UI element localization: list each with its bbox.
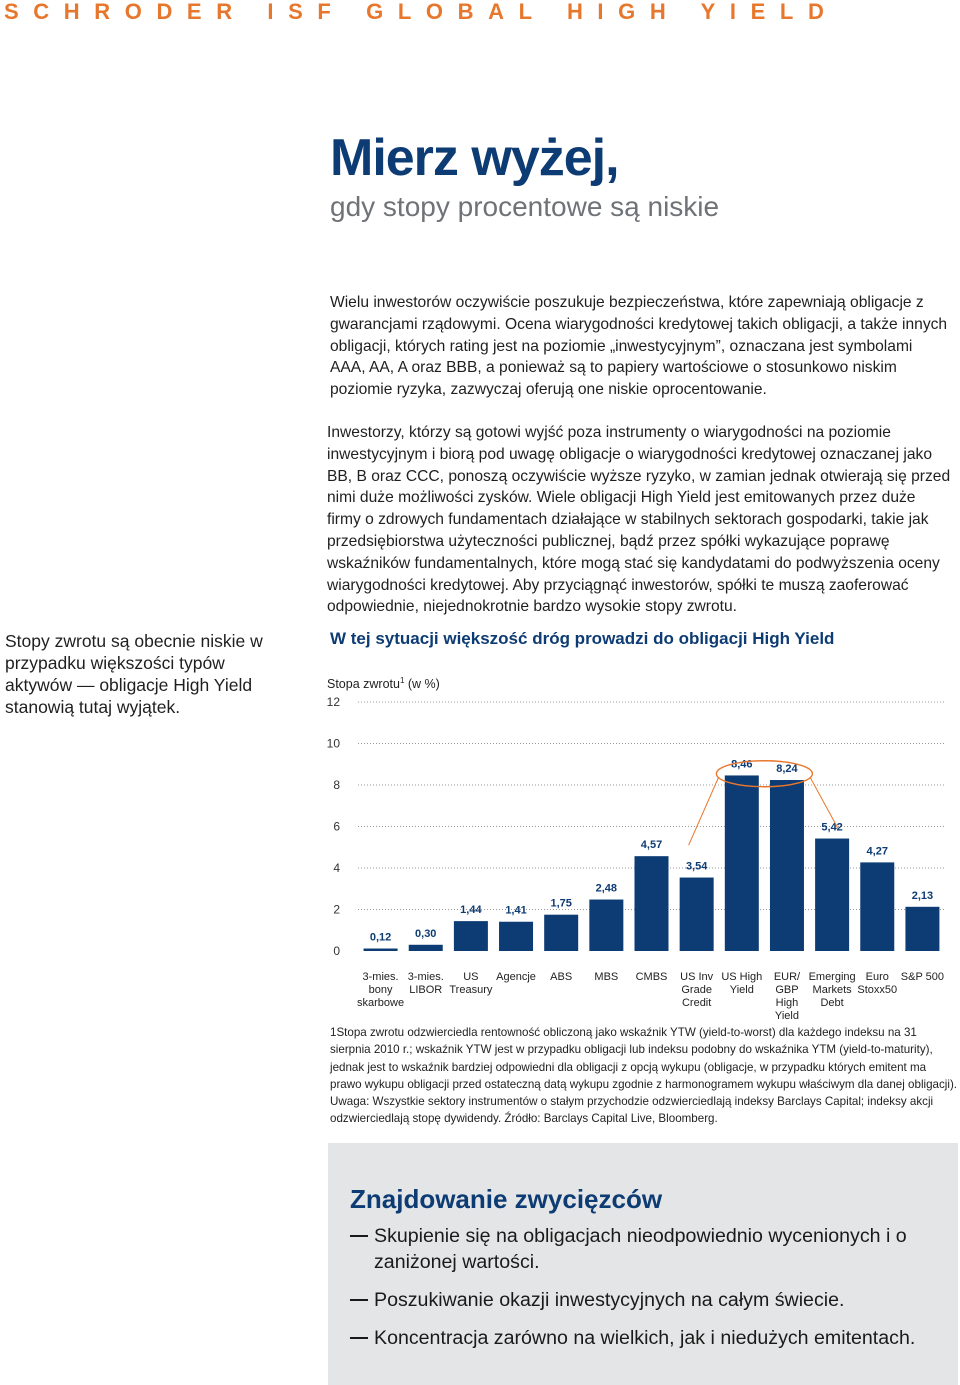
x-category-label: EUR/ <box>773 971 801 983</box>
highlight-ellipse <box>716 761 812 787</box>
y-tick-label: 2 <box>333 902 340 917</box>
y-tick-label: 4 <box>333 861 340 875</box>
brand-header: SCHRODER ISF GLOBAL HIGH YIELD <box>4 0 839 24</box>
bar-value-label: 1,75 <box>550 897 572 910</box>
bar-value-label: 4,27 <box>866 845 888 858</box>
x-category-label: Euro <box>865 971 889 983</box>
x-category-label: GBP <box>775 984 799 996</box>
body-paragraph: Inwestorzy, którzy są gotowi wyjść poza instrumenty o wiarygodności na poziomie inwestycyjnym i biorą pod uwagę obligacje o wiarygodności kredytowej oznaczanej jako BB, B oraz CCC, ponoszą oczywiście wyższe ryzyko, w zamian jednak otwierają się przed nimi duże możliwości zysków. Wiele obligacji High Yield jest emitowanych przez duże firmy o zdrowych fundamentach działające w stabilnych sektorach gospodarki, takie jak przedsiębiorstwa użyteczności publicznej, bądź przez spółki wykazujące poprawę wskaźników fundamentalnych, które mogą stać się kandydatami do podwyższenia oceny wiarygodności kredytowej. Aby przyciągnąć inwestorów, spółki te muszą zaoferować odpowiednie, niejednokrotnie bardzo wysokie stopy zwrotu. <box>327 424 951 616</box>
bar <box>499 922 533 951</box>
x-category-label: High <box>775 997 799 1009</box>
x-category-label: Yield <box>729 984 754 996</box>
dash-bullet-icon <box>350 1337 368 1339</box>
bar-value-label: 2,13 <box>911 889 934 902</box>
highlight-arrow-line <box>689 778 719 845</box>
highlights-item <box>328 1287 958 1313</box>
highlights-title: Znajdowanie zwycięzców <box>350 1184 663 1214</box>
bar <box>589 900 623 951</box>
x-category-label: Stoxx50 <box>857 984 898 996</box>
bar <box>815 839 849 951</box>
highlights-item <box>328 1223 958 1275</box>
bar-value-label: 2,48 <box>595 882 618 895</box>
bar-value-label: 0,12 <box>369 931 392 944</box>
bar <box>409 945 443 951</box>
y-tick-label: 12 <box>326 695 340 709</box>
bar-value-label: 5,42 <box>821 821 843 834</box>
bar-value-label: 1,41 <box>505 904 527 917</box>
bar <box>770 780 804 951</box>
x-category-label: Debt <box>820 997 844 1009</box>
bar <box>860 862 894 951</box>
dash-bullet-icon <box>350 1299 368 1301</box>
bar <box>680 878 714 951</box>
x-category-label: skarbowe <box>357 997 405 1009</box>
x-category-label: Yield <box>774 1010 799 1020</box>
x-category-label: Agencje <box>496 971 536 983</box>
side-note: Stopy zwrotu są obecnie niskie w przypadku większości typów aktywów — obligacje High Yield stanowią tutaj wyjątek. <box>5 631 263 717</box>
yield-bar-chart <box>300 680 960 1020</box>
bar-value-label: 3,54 <box>685 860 708 873</box>
bar <box>364 949 398 951</box>
highlights-item <box>328 1325 958 1351</box>
bar-value-label: 8,46 <box>731 758 753 771</box>
x-category-label: Credit <box>681 997 712 1009</box>
y-axis-label-footnote-mark: 1 <box>399 676 405 685</box>
highlights-item-text: Koncentracja zarówno na wielkich, jak i niedużych emitentach. <box>374 1327 916 1349</box>
y-axis-label-text: Stopa zwrotu <box>327 677 400 692</box>
highlights-item-text: Poszukiwanie okazji inwestycyjnych na całym świecie. <box>374 1289 845 1311</box>
x-category-label: US <box>463 971 479 983</box>
y-axis-label-unit: (w %) <box>404 677 440 692</box>
bar <box>544 915 578 951</box>
x-category-label: US High <box>721 971 763 983</box>
x-category-label: LIBOR <box>409 984 443 996</box>
x-category-label: Grade <box>681 984 712 996</box>
y-tick-label: 6 <box>333 819 340 834</box>
x-category-label: Markets <box>812 984 852 996</box>
highlights-list <box>328 1223 958 1363</box>
x-category-label: MBS <box>594 971 619 983</box>
x-category-label: S&P 500 <box>900 971 945 983</box>
page-subtitle: gdy stopy procentowe są niskie <box>330 191 720 222</box>
highlights-box <box>328 1143 958 1385</box>
x-category-label: CMBS <box>635 971 668 983</box>
highlights-item-text: Skupienie się na obligacjach nieodpowiednio wycenionych i o zaniżonej wartości. <box>374 1225 907 1273</box>
bar <box>454 921 488 951</box>
x-category-label: 3-mies. <box>362 971 399 983</box>
bar-value-label: 1,44 <box>460 904 482 917</box>
x-category-label: ABS <box>550 971 573 983</box>
dash-bullet-icon <box>350 1235 368 1237</box>
bar-value-label: 8,24 <box>776 763 798 776</box>
chart-footnote: 1Stopa zwrotu odzwierciedla rentowność obliczoną jako wskaźnik YTW (yield-to-worst) dla każdego indeksu na 31 sierpnia 2010 r.; wskaźnik YTW jest w przypadku obligacji lub indeksu podobny do wskaźnika YTM (yield-to-maturity), jednak jest to wskaźnik bardziej odpowiedni dla obligacji z opcją wykupu (obligacje, w przypadku których emitent ma prawo wykupu obligacji przed ostateczną datą wykupu zgodnie z harmonogramem wykupu właściwym dla danej obligacji). Uwaga: Wszystkie sektory instrumentów o stałym przychodzie odzwierciedlają indeksy Barclays Capital; indeksy akcji odzwierciedlają stopę dywidendy. Źródło: Barclays Capital Live, Bloomberg. <box>330 1026 958 1126</box>
y-tick-label: 0 <box>333 944 340 958</box>
bar <box>905 907 939 951</box>
x-category-label: Treasury <box>449 984 493 996</box>
page-title: Mierz wyżej, <box>330 129 619 187</box>
y-tick-label: 8 <box>333 778 340 792</box>
bar <box>725 775 759 951</box>
bar <box>635 856 669 951</box>
x-category-label: bony <box>368 984 393 996</box>
x-category-label: US Inv <box>680 971 714 983</box>
y-tick-label: 10 <box>326 736 340 751</box>
x-category-label: 3-mies. <box>407 971 444 983</box>
bar-value-label: 0,30 <box>415 927 437 940</box>
x-category-label: Emerging <box>808 971 856 983</box>
bar-value-label: 4,57 <box>640 839 663 852</box>
intro-paragraph: Wielu inwestorów oczywiście poszukuje bezpieczeństwa, które zapewniają obligacje z gwarancjami rządowymi. Ocena wiarygodności kredytowej takich obligacji, a także innych obligacji, których rating jest na poziomie „inwestycyjnym”, oznaczana jest symbolami AAA, AA, A oraz BBB, a ponieważ są to papiery wartościowe o stosunkowo niskim poziomie ryzyka, zazwyczaj oferują one niskie oprocentowanie. <box>330 294 948 399</box>
chart-heading: W tej sytuacji większość dróg prowadzi do obligacji High Yield <box>330 629 835 648</box>
